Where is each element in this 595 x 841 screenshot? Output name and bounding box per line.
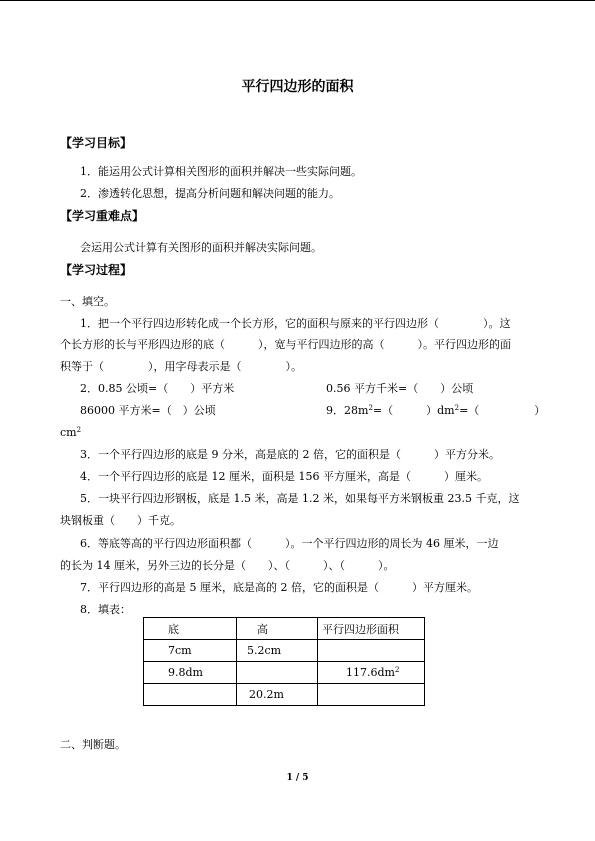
table-cell: 20.2m bbox=[237, 684, 318, 706]
fill-table bbox=[143, 617, 425, 706]
q2-item-d bbox=[326, 404, 545, 418]
table-cell: 7cm bbox=[144, 640, 237, 662]
q2-item-a: 2．0.85 公顷=（ ）平方米 bbox=[80, 382, 235, 395]
table-row bbox=[144, 640, 425, 662]
page-number: 1 / 5 bbox=[286, 773, 309, 783]
q2-d-pre: 9．28m bbox=[326, 404, 369, 417]
process-heading: 【学习过程】 bbox=[60, 263, 133, 277]
q2-d-sup2: 2 bbox=[454, 404, 460, 412]
q2-e-sup: 2 bbox=[76, 426, 82, 434]
q5-line-2: 块钢板重（ ）千克。 bbox=[60, 514, 181, 527]
key-text: 会运用公式计算有关图形的面积并解决实际问题。 bbox=[80, 241, 322, 254]
section-2-title: 二、判断题。 bbox=[60, 738, 126, 751]
table-cell bbox=[144, 684, 237, 706]
table-header-base: 底 bbox=[144, 618, 237, 640]
q2-item-c: 86000 平方米=（ ）公顷 bbox=[80, 404, 216, 417]
q4: 4．一个平行四边形的底是 12 厘米，面积是 156 平方厘米，高是（ ）厘米。 bbox=[80, 470, 488, 483]
section-1-title: 一、填空。 bbox=[60, 295, 115, 308]
table-cell-area-value bbox=[318, 662, 425, 684]
table-cell: 5.2cm bbox=[237, 640, 318, 662]
q8: 8．填表： bbox=[80, 603, 131, 616]
q2-d-sup1: 2 bbox=[368, 404, 373, 412]
area-value: 117.6dm bbox=[346, 666, 395, 679]
q6-line-2: 的长为 14 厘米，另外三边的长分是（ ）、（ ）、（ ）。 bbox=[60, 559, 395, 572]
table-header-area: 平行四边形面积 bbox=[318, 618, 425, 640]
table-header-row bbox=[144, 618, 425, 640]
table-cell bbox=[318, 684, 425, 706]
table-header-height: 高 bbox=[237, 618, 318, 640]
q5-line-1: 5．一块平行四边形钢板，底是 1.5 米，高是 1.2 米，如果每平方米钢板重 23.5 千克，这 bbox=[80, 492, 520, 505]
goal-1: 1．能运用公式计算相关图形的面积并解决一些实际问题。 bbox=[80, 165, 362, 178]
q2-d-post: =（ ） bbox=[459, 404, 546, 417]
q2-item-e bbox=[60, 426, 81, 440]
q2-e-unit: cm bbox=[60, 426, 77, 439]
q1-line-1: 1．把一个平行四边形转化成一个长方形，它的面积与原来的平行四边形（ ）。这 bbox=[80, 317, 511, 330]
q6-line-1: 6．等底等高的平行四边形面积都（ ）。一个平行四边形的周长为 46 厘米，一边 bbox=[80, 537, 499, 550]
table-row bbox=[144, 662, 425, 684]
goal-heading: 【学习目标】 bbox=[60, 136, 133, 150]
page-title: 平行四边形的面积 bbox=[241, 79, 354, 95]
top-rule bbox=[0, 0, 595, 1]
goal-2: 2．渗透转化思想，提高分析问题和解决问题的能力。 bbox=[80, 187, 340, 200]
q1-line-3: 积等于（ ），用字母表示是（ ）。 bbox=[60, 360, 302, 373]
table-cell bbox=[318, 640, 425, 662]
q1-line-2: 个长方形的长与平形四边形的底（ ），宽与平行四边形的高（ ）。平行四边形的面 bbox=[60, 338, 511, 351]
q2-d-mid: =（ ）dm bbox=[372, 404, 455, 417]
q2-item-b: 0.56 平方千米=（ ）公顷 bbox=[326, 382, 474, 395]
q3: 3．一个平行四边形的底是 9 分米，高是底的 2 倍，它的面积是（ ）平方分米。 bbox=[80, 448, 500, 461]
table-row bbox=[144, 684, 425, 706]
q7: 7．平行四边形的高是 5 厘米，底是高的 2 倍，它的面积是（ ）平方厘米。 bbox=[80, 581, 478, 594]
area-sup: 2 bbox=[394, 666, 400, 674]
table-cell: 9.8dm bbox=[144, 662, 237, 684]
key-heading: 【学习重难点】 bbox=[60, 209, 145, 223]
table-cell bbox=[237, 662, 318, 684]
